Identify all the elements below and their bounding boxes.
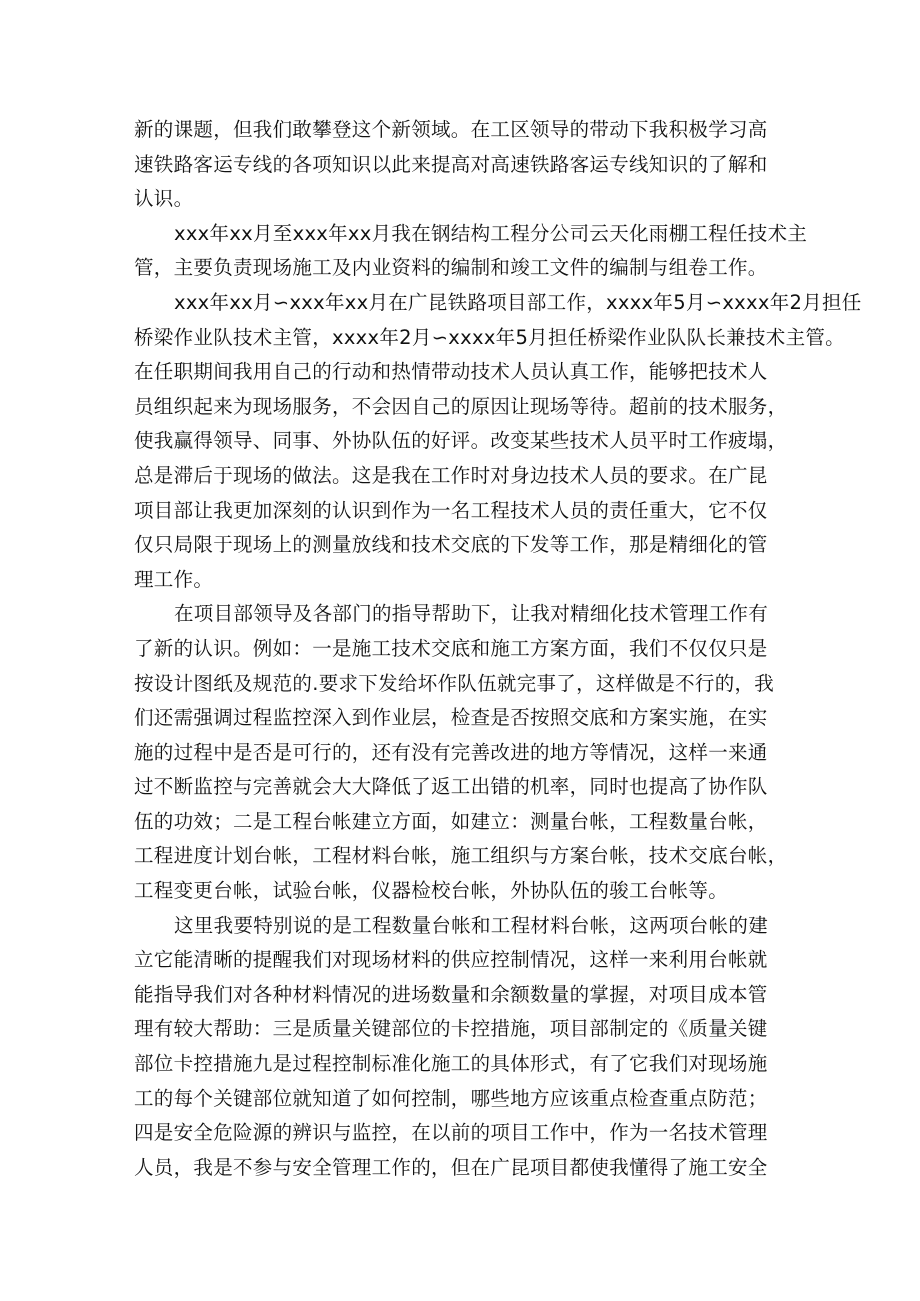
text-line: 四是安全危险源的辨识与监控，在以前的项目工作中，作为一名技术管理 <box>134 1121 768 1145</box>
paragraph <box>134 909 794 1186</box>
text-line: 新的课题，但我们敢攀登这个新领域。在工区领导的带动下我积极学习高 <box>134 118 768 141</box>
text-line: 理有较大帮助：三是质量关键部位的卡控措施，项目部制定的《质量关键 <box>134 1017 768 1041</box>
text-line: 总是滞后于现场的做法。这是我在工作时对身边技术人员的要求。在广昆 <box>134 463 768 487</box>
text-line: 理工作。 <box>134 567 214 591</box>
text-line: 按设计图纸及规范的.要求下发给坏作队伍就完事了，这样做是不行的，我 <box>134 671 775 695</box>
text-line: 项目部让我更加深刻的认识到作为一名工程技术人员的责任重大，它不仅 <box>134 498 768 522</box>
text-line: 管，主要负责现场施工及内业资料的编制和竣工文件的编制与组卷工作。 <box>134 256 768 280</box>
text-line: 在任职期间我用自己的行动和热情带动技术人员认真工作，能够把技术人 <box>134 360 768 384</box>
text-line: 员组织起来为现场服务，不会因自己的原因让现场等待。超前的技术服务， <box>134 394 788 418</box>
text-line: 过不断监控与完善就会大大降低了返工出错的机率，同时也提高了协作队 <box>134 775 768 799</box>
text-line: xxx年xx月至xxx年xx月我在钢结构工程分公司云天化雨棚工程任技术主 <box>174 221 808 245</box>
text-line: 能指导我们对各种材料情况的进场数量和余额数量的掌握，对项目成本管 <box>134 982 768 1006</box>
text-line: 伍的功效；二是工程台帐建立方面，如建立：测量台帐，工程数量台帐， <box>134 809 768 833</box>
text-line: 施的过程中是否是可行的，还有没有完善改进的地方等情况，这样一来通 <box>134 740 768 764</box>
text-line: 工程变更台帐，试验台帐，仪器检校台帐，外协队伍的骏工台帐等。 <box>134 879 729 903</box>
text-line: 使我赢得领导、同事、外协队伍的好评。改变某些技术人员平时工作疲塌， <box>134 429 788 453</box>
text-line: 们还需强调过程监控深入到作业层，检查是否按照交底和方案实施，在实 <box>134 706 768 730</box>
text-line: 桥梁作业队技术主管，xxxx年2月∽xxxx年5月担任桥梁作业队队长兼技术主管。 <box>134 325 845 349</box>
text-line: xxx年xx月∽xxx年xx月在广昆铁路项目部工作，xxxx年5月∽xxxx年2月担任 <box>174 290 862 314</box>
text-line: 这里我要特别说的是工程数量台帐和工程材料台帐，这两项台帐的建 <box>174 913 769 937</box>
document-body <box>134 113 862 1185</box>
text-line: 速铁路客运专线的各项知识以此来提高对高速铁路客运专线知识的了解和 <box>134 152 768 176</box>
text-line: 工程进度计划台帐，工程材料台帐，施工组织与方案台帐，技术交底台帐， <box>134 844 788 868</box>
paragraph <box>134 597 794 908</box>
text-line: 立它能清晰的提醒我们对现场材料的供应控制情况，这样一来利用台帐就 <box>134 948 768 972</box>
text-line: 了新的认识。例如：一是施工技术交底和施工方案方面，我们不仅仅只是 <box>134 636 768 660</box>
paragraph <box>134 113 794 217</box>
text-line: 部位卡控措施九是过程控制标准化施工的具体形式，有了它我们对现场施 <box>134 1052 768 1076</box>
text-line: 工的每个关键部位就知道了如何控制，哪些地方应该重点检查重点防范； <box>134 1086 768 1110</box>
paragraph <box>134 217 808 286</box>
text-line: 认识。 <box>134 187 194 211</box>
text-line: 仅只局限于现场上的测量放线和技术交底的下发等工作，那是精细化的管 <box>134 533 768 557</box>
text-line: 在项目部领导及各部门的指导帮助下，让我对精细化技术管理工作有 <box>174 602 769 626</box>
paragraph <box>134 286 862 597</box>
text-line: 人员，我是不参与安全管理工作的，但在广昆项目都使我懂得了施工安全 <box>134 1155 768 1179</box>
